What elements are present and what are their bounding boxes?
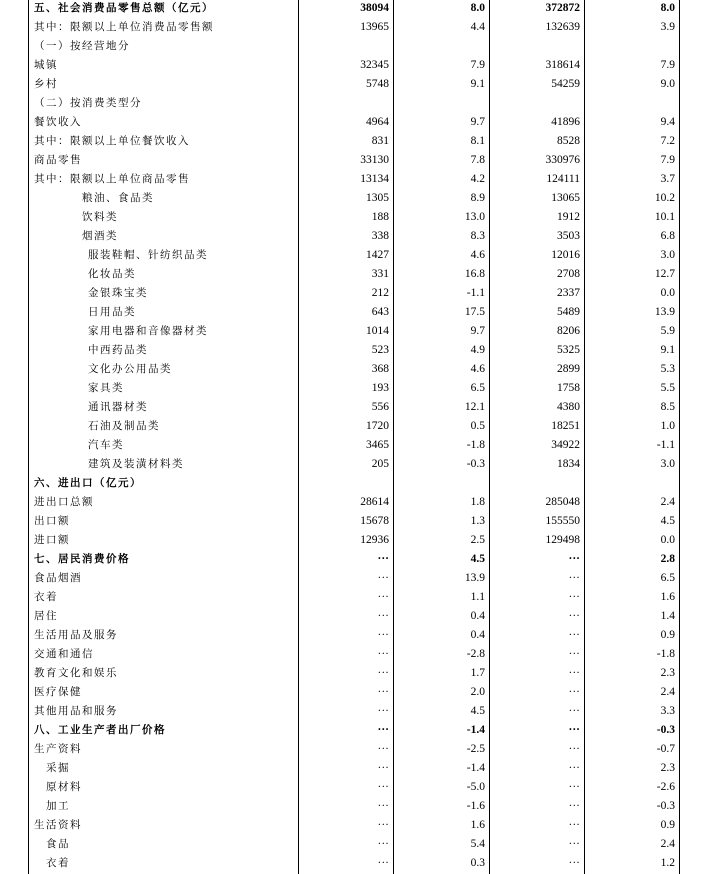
value-month xyxy=(300,37,389,56)
row-label: 食品烟酒 xyxy=(34,572,82,584)
growth-month: 4.2 xyxy=(470,173,485,185)
growth-ytd: 6.8 xyxy=(660,230,675,242)
growth-ytd: 1.6 xyxy=(660,591,675,603)
row-label: 家具类 xyxy=(88,382,124,394)
table-row xyxy=(0,854,709,873)
table-row xyxy=(0,227,709,246)
row-label: 烟酒类 xyxy=(82,230,118,242)
row-label: 通讯器材类 xyxy=(88,401,148,413)
table-row xyxy=(0,151,709,170)
value-ytd: 12016 xyxy=(551,249,580,261)
value-ytd: ··· xyxy=(568,800,580,812)
growth-month: 0.4 xyxy=(470,629,485,641)
value-month: 13965 xyxy=(360,21,389,33)
value-ytd: ··· xyxy=(568,686,580,698)
table-row xyxy=(0,550,709,569)
table-row xyxy=(0,132,709,151)
growth-month: -1.4 xyxy=(466,724,485,736)
growth-month: -0.3 xyxy=(466,458,485,470)
growth-ytd: 1.2 xyxy=(660,857,675,869)
value-ytd: ··· xyxy=(568,705,580,717)
growth-ytd: 5.9 xyxy=(660,325,675,337)
growth-month: 17.5 xyxy=(464,306,485,318)
table-row xyxy=(0,797,709,816)
value-ytd: 129498 xyxy=(545,534,580,546)
value-month: 5748 xyxy=(366,78,389,90)
value-ytd: 318614 xyxy=(545,59,580,71)
value-ytd: ··· xyxy=(568,819,580,831)
table-row xyxy=(0,816,709,835)
growth-month: -1.6 xyxy=(466,800,485,812)
table-row xyxy=(0,702,709,721)
table-row xyxy=(0,835,709,854)
value-month: 205 xyxy=(371,458,389,470)
row-label: 粮油、食品类 xyxy=(82,192,154,204)
growth-month: 4.6 xyxy=(470,363,485,375)
value-month: 188 xyxy=(371,211,389,223)
growth-month: 8.0 xyxy=(470,2,485,14)
value-month: ··· xyxy=(377,857,389,869)
value-month: 28614 xyxy=(360,496,389,508)
row-label: 商品零售 xyxy=(34,154,82,166)
value-ytd: 5489 xyxy=(557,306,580,318)
growth-month xyxy=(396,37,485,56)
growth-ytd: 5.5 xyxy=(660,382,675,394)
growth-ytd: 3.0 xyxy=(660,249,675,261)
row-label: 化妆品类 xyxy=(88,268,136,280)
value-ytd: 4380 xyxy=(557,401,580,413)
value-month xyxy=(300,474,389,493)
growth-month: -1.4 xyxy=(466,762,485,774)
growth-month: 12.1 xyxy=(464,401,485,413)
row-label: 进出口总额 xyxy=(34,496,94,508)
table-row xyxy=(0,683,709,702)
value-month: ··· xyxy=(377,572,389,584)
value-month: ··· xyxy=(377,591,389,603)
row-label: 服装鞋帽、针纺织品类 xyxy=(88,249,208,261)
value-month: ··· xyxy=(377,686,389,698)
value-month: ··· xyxy=(377,743,389,755)
value-ytd: 5325 xyxy=(557,344,580,356)
growth-ytd: 12.7 xyxy=(654,268,675,280)
value-month: 3465 xyxy=(366,439,389,451)
growth-ytd xyxy=(587,474,675,493)
table-row xyxy=(0,531,709,550)
row-label: 城镇 xyxy=(34,59,58,71)
growth-month: -1.8 xyxy=(466,439,485,451)
row-label: 衣着 xyxy=(34,591,58,603)
value-ytd: 330976 xyxy=(545,154,580,166)
growth-month: -2.5 xyxy=(466,743,485,755)
row-label: 采掘 xyxy=(46,762,70,774)
growth-month: 2.5 xyxy=(470,534,485,546)
value-ytd: ··· xyxy=(568,629,580,641)
value-month: 15678 xyxy=(360,515,389,527)
growth-ytd: 8.0 xyxy=(660,2,675,14)
value-month: 338 xyxy=(371,230,389,242)
value-month: 331 xyxy=(371,268,389,280)
table-row xyxy=(0,569,709,588)
row-label: 交通和通信 xyxy=(34,648,94,660)
growth-month: 1.6 xyxy=(470,819,485,831)
value-month: 523 xyxy=(371,344,389,356)
row-label: 其中：限额以上单位商品零售 xyxy=(34,173,190,185)
table-row xyxy=(0,170,709,189)
row-label: 五、社会消费品零售总额（亿元） xyxy=(34,2,214,14)
growth-ytd: 7.2 xyxy=(660,135,675,147)
growth-ytd: 7.9 xyxy=(660,59,675,71)
growth-ytd xyxy=(587,94,675,113)
growth-month: -1.1 xyxy=(466,287,485,299)
table-row xyxy=(0,512,709,531)
growth-month: 1.8 xyxy=(470,496,485,508)
value-month: ··· xyxy=(377,667,389,679)
table-row xyxy=(0,360,709,379)
growth-month: -2.8 xyxy=(466,648,485,660)
table-row xyxy=(0,778,709,797)
table-row xyxy=(0,721,709,740)
value-month: 38094 xyxy=(360,2,389,14)
table-row xyxy=(0,417,709,436)
row-label: 原材料 xyxy=(46,781,82,793)
table-row xyxy=(0,18,709,37)
value-ytd: 8528 xyxy=(557,135,580,147)
growth-ytd: 3.7 xyxy=(660,173,675,185)
growth-month xyxy=(396,94,485,113)
growth-month: 9.7 xyxy=(470,116,485,128)
growth-ytd: 0.9 xyxy=(660,629,675,641)
table-row xyxy=(0,0,709,18)
value-month: ··· xyxy=(377,838,389,850)
growth-month: 7.9 xyxy=(470,59,485,71)
value-ytd: ··· xyxy=(568,838,580,850)
growth-month: 13.0 xyxy=(464,211,485,223)
row-label: 生活用品及服务 xyxy=(34,629,118,641)
growth-ytd: 1.4 xyxy=(660,610,675,622)
row-label: 建筑及装潢材料类 xyxy=(88,458,184,470)
value-month: 193 xyxy=(371,382,389,394)
value-ytd: 1912 xyxy=(557,211,580,223)
table-row xyxy=(0,379,709,398)
growth-month: 1.7 xyxy=(470,667,485,679)
value-ytd: 18251 xyxy=(551,420,580,432)
value-ytd: ··· xyxy=(568,857,580,869)
table-row xyxy=(0,322,709,341)
value-month: ··· xyxy=(377,819,389,831)
row-label: 加工 xyxy=(46,800,70,812)
value-ytd: ··· xyxy=(568,553,580,565)
table-row xyxy=(0,37,709,56)
growth-ytd: 9.1 xyxy=(660,344,675,356)
table-row xyxy=(0,474,709,493)
value-ytd: ··· xyxy=(568,648,580,660)
growth-ytd: 7.9 xyxy=(660,154,675,166)
value-ytd: 13065 xyxy=(551,192,580,204)
growth-ytd: 9.4 xyxy=(660,116,675,128)
value-month: 1014 xyxy=(366,325,389,337)
growth-ytd: 2.4 xyxy=(660,496,675,508)
growth-month: 9.7 xyxy=(470,325,485,337)
value-ytd: 2337 xyxy=(557,287,580,299)
value-month: ··· xyxy=(377,762,389,774)
growth-month: 1.3 xyxy=(470,515,485,527)
growth-ytd: 3.9 xyxy=(660,21,675,33)
growth-month: 0.3 xyxy=(470,857,485,869)
row-label: 食品 xyxy=(46,838,70,850)
table-row xyxy=(0,113,709,132)
row-label: 其中：限额以上单位餐饮收入 xyxy=(34,135,190,147)
value-month: 1305 xyxy=(366,192,389,204)
growth-ytd: -0.3 xyxy=(656,724,675,736)
growth-ytd: 6.5 xyxy=(660,572,675,584)
row-label: 居住 xyxy=(34,610,58,622)
table-row xyxy=(0,303,709,322)
row-label: 教育文化和娱乐 xyxy=(34,667,118,679)
value-month: 831 xyxy=(371,135,389,147)
growth-month: 8.9 xyxy=(470,192,485,204)
table-row xyxy=(0,75,709,94)
table-row xyxy=(0,398,709,417)
value-ytd xyxy=(492,474,580,493)
value-ytd: ··· xyxy=(568,724,580,736)
value-month: 1427 xyxy=(366,249,389,261)
row-label: 八、工业生产者出厂价格 xyxy=(34,724,166,736)
value-ytd: 155550 xyxy=(545,515,580,527)
growth-month: 5.4 xyxy=(470,838,485,850)
value-month: 212 xyxy=(371,287,389,299)
table-row xyxy=(0,626,709,645)
value-month: 13134 xyxy=(360,173,389,185)
growth-month: 8.3 xyxy=(470,230,485,242)
row-label: 饮料类 xyxy=(82,211,118,223)
value-month xyxy=(300,94,389,113)
value-ytd: 3503 xyxy=(557,230,580,242)
value-ytd: 2899 xyxy=(557,363,580,375)
row-label: 六、进出口（亿元） xyxy=(34,477,142,489)
growth-ytd xyxy=(587,37,675,56)
value-month: ··· xyxy=(377,705,389,717)
growth-month: 8.1 xyxy=(470,135,485,147)
row-label: 乡村 xyxy=(34,78,58,90)
value-ytd xyxy=(492,37,580,56)
row-label: 汽车类 xyxy=(88,439,124,451)
growth-month: 13.9 xyxy=(464,572,485,584)
value-ytd: 8206 xyxy=(557,325,580,337)
table-row xyxy=(0,740,709,759)
growth-ytd: 2.3 xyxy=(660,762,675,774)
table-row xyxy=(0,208,709,227)
row-label: 出口额 xyxy=(34,515,70,527)
growth-ytd: 3.3 xyxy=(660,705,675,717)
value-ytd: 41896 xyxy=(551,116,580,128)
value-ytd: ··· xyxy=(568,667,580,679)
table-row xyxy=(0,645,709,664)
value-ytd: ··· xyxy=(568,591,580,603)
value-ytd: 124111 xyxy=(546,173,580,185)
value-ytd: ··· xyxy=(568,762,580,774)
row-label: 七、居民消费价格 xyxy=(34,553,130,565)
table-row xyxy=(0,94,709,113)
growth-ytd: 13.9 xyxy=(654,306,675,318)
value-month: ··· xyxy=(377,800,389,812)
growth-month: 16.8 xyxy=(464,268,485,280)
growth-ytd: 4.5 xyxy=(660,515,675,527)
table-row xyxy=(0,436,709,455)
row-label: 进口额 xyxy=(34,534,70,546)
growth-ytd: 2.3 xyxy=(660,667,675,679)
growth-ytd: 2.4 xyxy=(660,686,675,698)
value-month: ··· xyxy=(377,629,389,641)
growth-month: 4.5 xyxy=(470,705,485,717)
table-row xyxy=(0,341,709,360)
table-row xyxy=(0,759,709,778)
growth-month: 9.1 xyxy=(470,78,485,90)
value-month: ··· xyxy=(377,648,389,660)
growth-ytd: 5.3 xyxy=(660,363,675,375)
row-label: 文化办公用品类 xyxy=(88,363,172,375)
value-ytd: 1834 xyxy=(557,458,580,470)
value-ytd xyxy=(492,94,580,113)
growth-month xyxy=(396,474,485,493)
table-row xyxy=(0,56,709,75)
table-row xyxy=(0,588,709,607)
growth-month: 4.5 xyxy=(470,553,485,565)
value-month: 643 xyxy=(371,306,389,318)
row-label: 生活资料 xyxy=(34,819,82,831)
growth-ytd: 2.4 xyxy=(660,838,675,850)
table-row xyxy=(0,607,709,626)
value-month: 1720 xyxy=(366,420,389,432)
value-month: ··· xyxy=(377,781,389,793)
growth-ytd: 0.9 xyxy=(660,819,675,831)
table-row xyxy=(0,455,709,474)
growth-ytd: -2.6 xyxy=(656,781,675,793)
value-ytd: 285048 xyxy=(545,496,580,508)
growth-month: 6.5 xyxy=(470,382,485,394)
value-month: 368 xyxy=(371,363,389,375)
row-label: 中西药品类 xyxy=(88,344,148,356)
growth-ytd: -1.8 xyxy=(656,648,675,660)
row-label: （二）按消费类型分 xyxy=(34,97,142,109)
value-ytd: 132639 xyxy=(545,21,580,33)
value-month: 32345 xyxy=(360,59,389,71)
value-ytd: ··· xyxy=(568,781,580,793)
table-row xyxy=(0,265,709,284)
growth-month: 4.6 xyxy=(470,249,485,261)
row-label: 其他用品和服务 xyxy=(34,705,118,717)
growth-ytd: 2.8 xyxy=(660,553,675,565)
value-ytd: 34922 xyxy=(551,439,580,451)
growth-ytd: 10.2 xyxy=(654,192,675,204)
value-month: 556 xyxy=(371,401,389,413)
growth-month: 2.0 xyxy=(470,686,485,698)
growth-ytd: 1.0 xyxy=(660,420,675,432)
value-ytd: ··· xyxy=(568,743,580,755)
row-label: 日用品类 xyxy=(88,306,136,318)
growth-ytd: 9.0 xyxy=(660,78,675,90)
row-label: 石油及制品类 xyxy=(88,420,160,432)
growth-month: 0.4 xyxy=(470,610,485,622)
value-month: ··· xyxy=(377,724,389,736)
table-row xyxy=(0,664,709,683)
row-label: 其中：限额以上单位消费品零售额 xyxy=(34,21,214,33)
value-month: 33130 xyxy=(360,154,389,166)
value-ytd: ··· xyxy=(568,610,580,622)
growth-month: 4.9 xyxy=(470,344,485,356)
growth-month: 1.1 xyxy=(470,591,485,603)
value-ytd: 372872 xyxy=(545,2,580,14)
growth-ytd: 8.5 xyxy=(660,401,675,413)
growth-ytd: 0.0 xyxy=(660,534,675,546)
growth-ytd: -0.7 xyxy=(656,743,675,755)
table-row xyxy=(0,284,709,303)
value-ytd: ··· xyxy=(568,572,580,584)
growth-month: 7.8 xyxy=(470,154,485,166)
row-label: 生产资料 xyxy=(34,743,82,755)
table-row xyxy=(0,189,709,208)
table-row xyxy=(0,246,709,265)
value-month: ··· xyxy=(377,610,389,622)
value-month: 4964 xyxy=(366,116,389,128)
value-ytd: 1758 xyxy=(557,382,580,394)
row-label: 金银珠宝类 xyxy=(88,287,148,299)
value-ytd: 2708 xyxy=(557,268,580,280)
growth-ytd: -1.1 xyxy=(656,439,675,451)
row-label: 医疗保健 xyxy=(34,686,82,698)
value-ytd: 54259 xyxy=(551,78,580,90)
growth-ytd: 0.0 xyxy=(660,287,675,299)
growth-month: 0.5 xyxy=(470,420,485,432)
value-month: 12936 xyxy=(360,534,389,546)
row-label: 家用电器和音像器材类 xyxy=(88,325,208,337)
growth-ytd: 10.1 xyxy=(654,211,675,223)
row-label: 衣着 xyxy=(46,857,70,869)
growth-ytd: -0.3 xyxy=(656,800,675,812)
value-month: ··· xyxy=(377,553,389,565)
row-label: （一）按经营地分 xyxy=(34,40,130,52)
growth-ytd: 3.0 xyxy=(660,458,675,470)
growth-month: 4.4 xyxy=(470,21,485,33)
growth-month: -5.0 xyxy=(466,781,485,793)
table-row xyxy=(0,493,709,512)
row-label: 餐饮收入 xyxy=(34,116,82,128)
